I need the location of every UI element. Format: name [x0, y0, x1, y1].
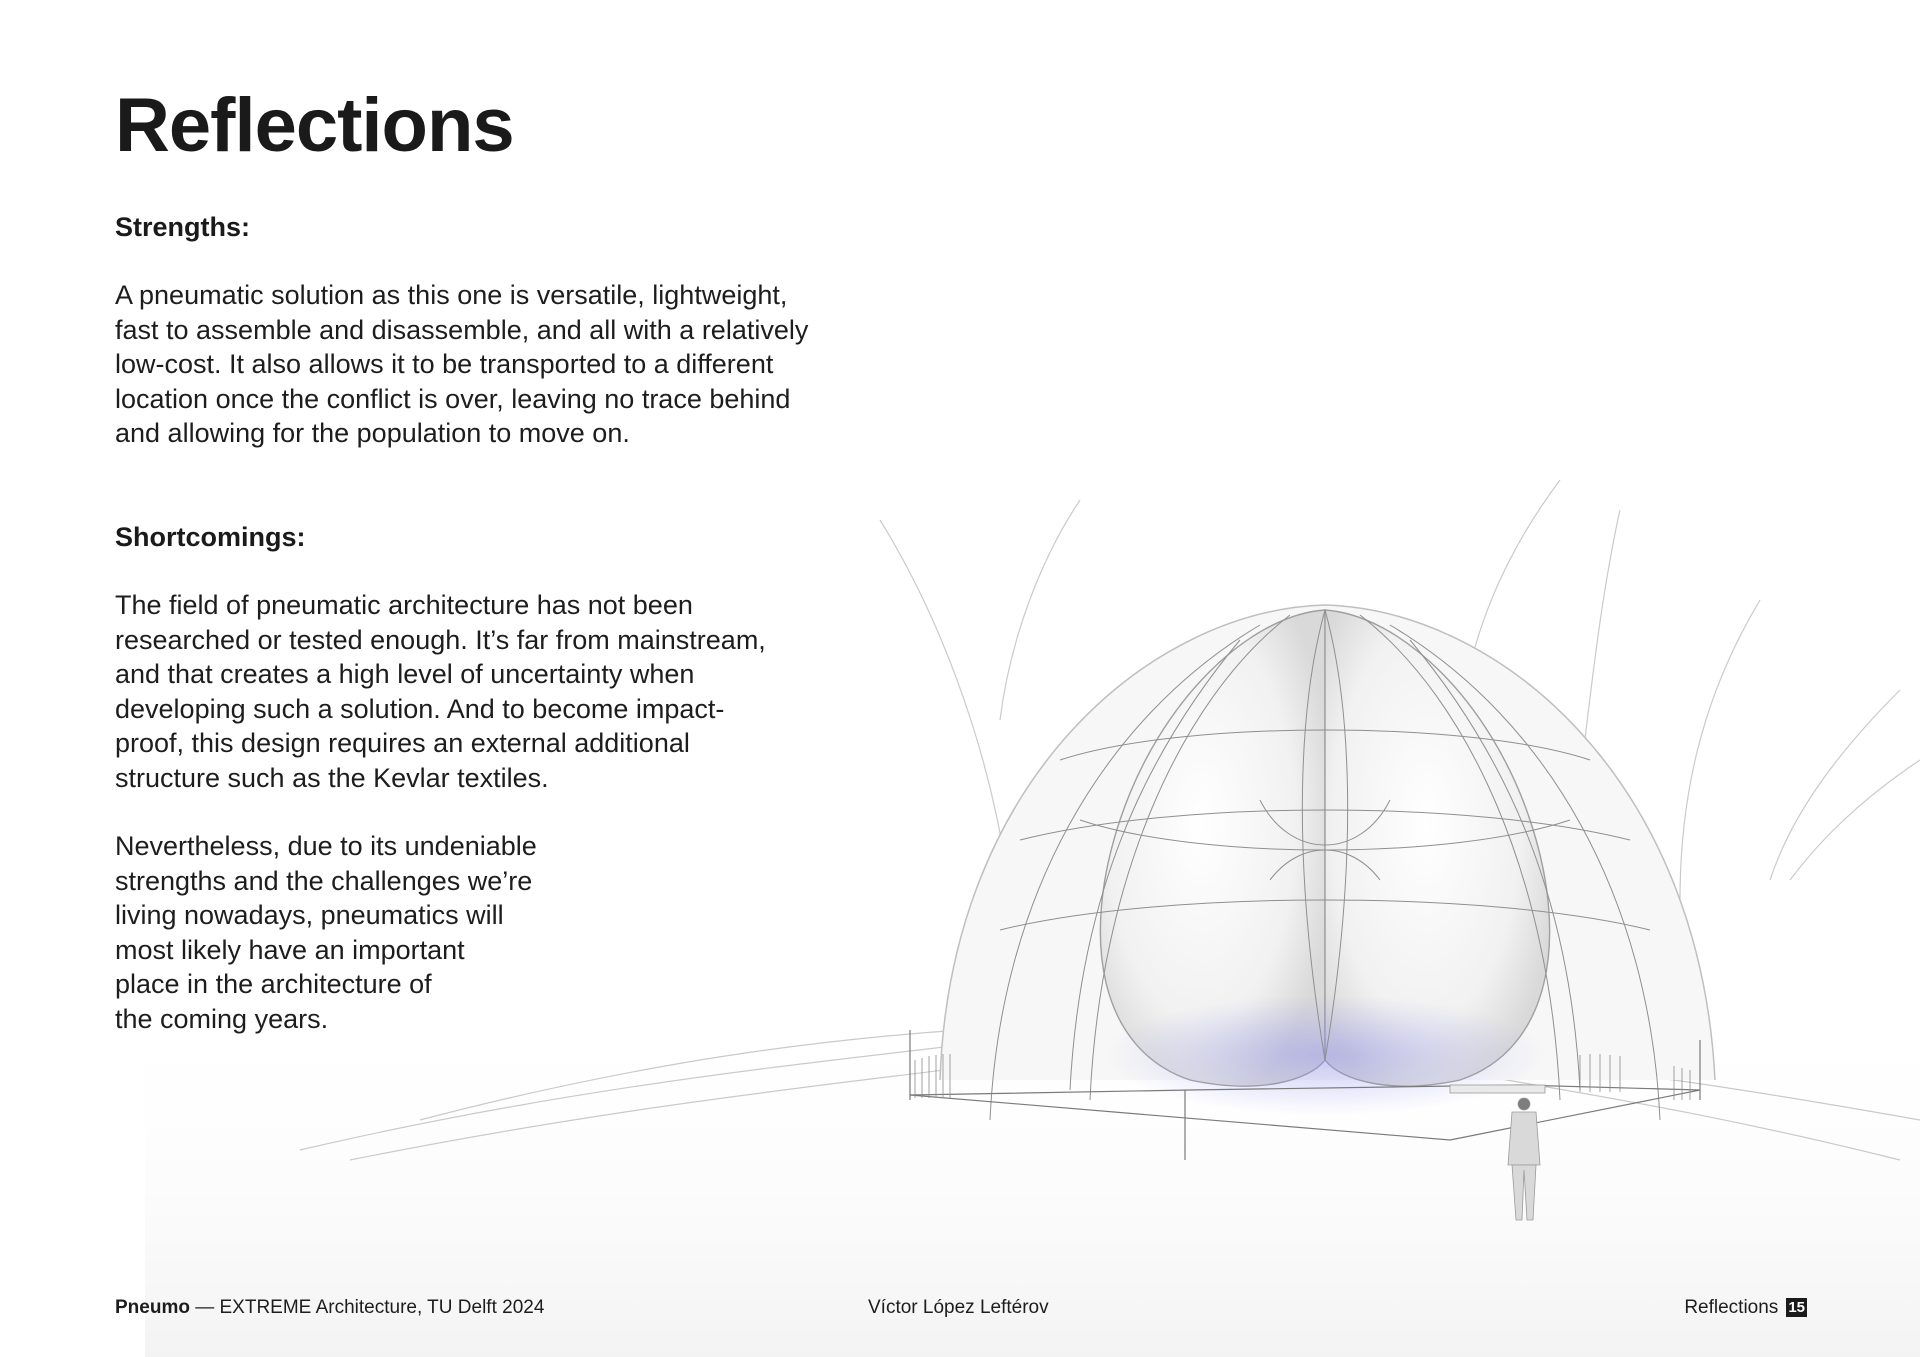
footer-section: [1684, 1297, 1807, 1319]
footer-section-label: Reflections: [1684, 1297, 1779, 1318]
footer-project-name: Pneumo: [115, 1297, 190, 1318]
shortcomings-text: The field of pneumatic architecture has not been researched or tested enough. It’s far from mainstream, and that creates a high level of uncertainty when developing such a solution. And to become impact- proof, this design requires an external additional structure such as the Kevlar textiles.: [115, 590, 766, 793]
conclusion-text: Nevertheless, due to its undeniable strengths and the challenges we’re living nowadays, pneumatics will most likely have an important place in the architecture of the coming years.: [115, 831, 537, 1034]
page-title: Reflections: [115, 83, 514, 168]
page-number: 15: [1788, 1299, 1805, 1316]
strengths-text: A pneumatic solution as this one is versatile, lightweight, fast to assemble and disassemble, and all with a relatively low-cost. It also allows it to be transported to a different location once the conflict is over, leaving no trace behind and allowing for the population to move on.: [115, 280, 809, 449]
strengths-heading: Strengths:: [115, 212, 250, 242]
footer-course: — EXTREME Architecture, TU Delft 2024: [189, 1297, 545, 1318]
footer-project: [115, 1297, 544, 1319]
footer-author: Víctor López Leftérov: [868, 1297, 1049, 1318]
shortcomings-heading: Shortcomings:: [115, 522, 306, 552]
